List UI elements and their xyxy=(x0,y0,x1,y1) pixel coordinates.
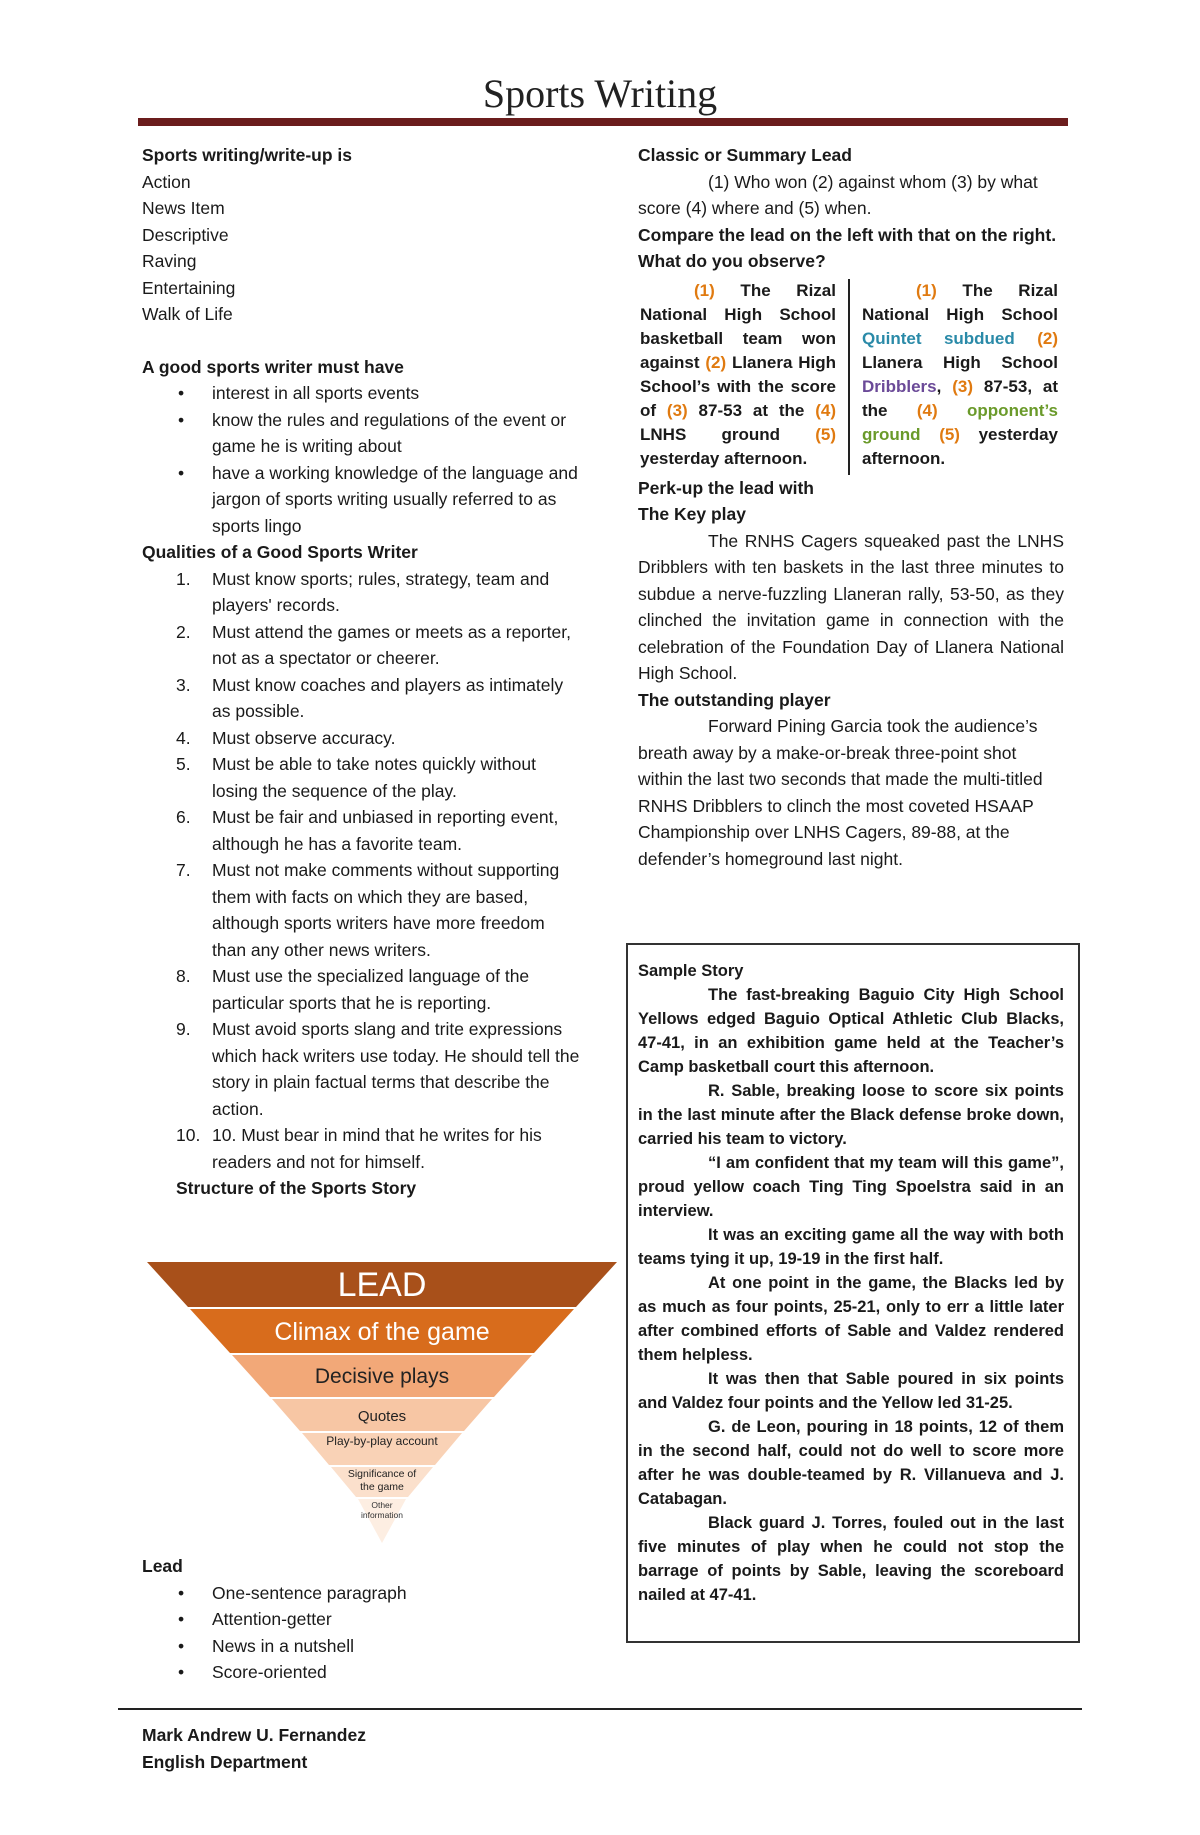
page-title: Sports Writing xyxy=(482,71,718,116)
lead-text: The Rizal National High School xyxy=(862,280,1058,324)
key-play-heading: The Key play xyxy=(638,504,746,524)
story-paragraph: R. Sable, breaking loose to score six points in the last minute after the Black defense broke down, carried his team to victory. xyxy=(638,1082,1064,1148)
list-item: Raving xyxy=(142,251,197,271)
author-name: Mark Andrew U. Fernandez xyxy=(142,1725,366,1745)
item-number: 5. xyxy=(176,754,191,774)
perk-heading: Perk-up the lead with xyxy=(638,477,814,498)
pyramid-label-quotes: Quotes xyxy=(357,1408,407,1425)
number-marker: (1) xyxy=(694,280,715,300)
outstanding-text: Forward Pining Garcia took the audience’s breath away by a make-or-break three-point shot within the last two seconds that made the multi-titled RNHS Dribblers to clinch the most coveted HSAAP Championship over LNHS Cagers, 89-88, at the defender’s homeground last night. xyxy=(638,716,1043,869)
item-text: Must be fair and unbiased in reporting event, although he has a favorite team. xyxy=(212,807,559,854)
left-column xyxy=(142,142,582,1202)
number-marker: (5) xyxy=(815,424,836,444)
list-item: • Score-oriented xyxy=(142,1659,582,1686)
comparison-left-lead xyxy=(640,279,836,471)
list-item xyxy=(142,804,582,857)
pyramid-label-climax: Climax of the game xyxy=(274,1318,490,1346)
list-item xyxy=(142,1122,582,1175)
item-number: 3. xyxy=(176,674,191,695)
item-number: 2. xyxy=(176,621,191,642)
list-item: • News in a nutshell xyxy=(142,1633,582,1660)
item-text: Must use the specialized language of the particular sports that he is reporting. xyxy=(212,966,530,1013)
must-have-heading: A good sports writer must have xyxy=(142,356,404,377)
right-column xyxy=(638,142,1064,872)
lead-text: yesterday afternoon. xyxy=(640,448,808,468)
item-text: Must avoid sports slang and trite expressions which hack writers use today. He should tell the story in plain factual terms that describe the action. xyxy=(212,1019,580,1119)
list-item: • have a working knowledge of the language and jargon of sports writing usually referred to as sports lingo xyxy=(142,460,582,540)
key-play-text: The RNHS Cagers squeaked past the LNHS Dribblers with ten baskets in the last three minutes to subdue a nerve-fuzzling Llaneran rally, 53-50, as they clinched the invitation game in connection with the celebration of the Foundation Day of Llanera National High School. xyxy=(638,530,1064,683)
list-item xyxy=(142,751,582,804)
highlight-word: opponent’s ground xyxy=(862,400,1058,444)
item-number: 7. xyxy=(176,860,191,880)
qualities-list xyxy=(142,566,582,1176)
item-text: Must know coaches and players as intimately as possible. xyxy=(212,674,564,721)
story-paragraph: At one point in the game, the Blacks led by as much as four points, 25-21, only to err a little later after combined efforts of Sable and Valdez rendered them helpless. xyxy=(638,1274,1064,1364)
must-have-list xyxy=(142,380,582,539)
pyramid-label-lead: LEAD xyxy=(337,1266,427,1304)
item-text: 10. Must bear in mind that he writes for his readers and not for himself. xyxy=(212,1125,542,1172)
item-number: 4. xyxy=(176,727,191,748)
list-item: • interest in all sports events xyxy=(142,380,582,407)
item-text: Must be able to take notes quickly without losing the sequence of the play. xyxy=(212,754,536,801)
lead-text: Llanera High School xyxy=(862,352,1058,372)
list-item: Action xyxy=(142,171,191,192)
department-name: English Department xyxy=(142,1752,308,1772)
story-paragraph: G. de Leon, pouring in 18 points, 12 of them in the second half, could not do well to score more after he was double-teamed by R. Villanueva and J. Catabagan. xyxy=(638,1418,1064,1508)
list-item: Entertaining xyxy=(142,277,236,298)
outstanding-heading: The outstanding player xyxy=(638,689,831,710)
lead-text: yesterday afternoon. xyxy=(862,424,1058,468)
story-paragraph: It was an exciting game all the way with both teams tying it up, 19-19 in the first half. xyxy=(638,1226,1064,1268)
lead-heading: Lead xyxy=(142,1556,183,1576)
item-number: 1. xyxy=(176,568,191,589)
structure-heading: Structure of the Sports Story xyxy=(176,1178,417,1198)
classic-lead-heading: Classic or Summary Lead xyxy=(638,145,852,165)
list-item xyxy=(142,672,582,725)
classic-lead-text: (1) Who won (2) against whom (3) by what score (4) where and (5) when. xyxy=(638,171,1038,218)
lead-text: 87-53, at the xyxy=(862,376,1059,420)
pyramid-label-decisive: Decisive plays xyxy=(314,1365,450,1388)
list-item xyxy=(142,1016,582,1122)
story-paragraph: It was then that Sable poured in six points and Valdez four points and the Yellow led 31-25. xyxy=(638,1370,1064,1412)
list-item: Walk of Life xyxy=(142,304,233,324)
lead-list xyxy=(142,1580,582,1686)
lead-section xyxy=(142,1553,582,1686)
item-number: 9. xyxy=(176,1019,191,1039)
pyramid-label-other: Other information xyxy=(360,1500,404,1520)
highlight-word: Dribblers xyxy=(862,376,937,396)
sample-story-heading: Sample Story xyxy=(638,962,744,980)
list-item: • Attention-getter xyxy=(142,1606,582,1633)
number-marker: (5) xyxy=(939,424,960,444)
number-marker: (3) xyxy=(952,376,973,396)
footer-divider xyxy=(118,1708,1082,1710)
story-paragraph: The fast-breaking Baguio City High School Yellows edged Baguio Optical Athletic Club Blacks, 47-41, in an exhibition game held at the Teacher’s Camp basketball court this afternoon. xyxy=(638,986,1064,1076)
number-marker: (1) xyxy=(916,280,937,300)
list-item: News Item xyxy=(142,198,225,218)
lead-text: 87-53 at the xyxy=(687,400,816,420)
compare-prompt: Compare the lead on the left with that on the right. What do you observe? xyxy=(638,224,1057,271)
number-marker: (4) xyxy=(815,400,836,420)
number-marker: (3) xyxy=(666,400,688,420)
list-item: • One-sentence paragraph xyxy=(142,1580,582,1607)
lead-text: Llanera High School’s with the score of xyxy=(640,352,836,420)
lead-text: The Rizal National High School basketball team won against xyxy=(640,280,836,372)
lead-text: LNHS ground xyxy=(640,424,816,444)
title-divider xyxy=(138,118,1068,126)
item-text: Must know sports; rules, strategy, team and players' records. xyxy=(212,568,550,615)
number-marker: (2) xyxy=(705,352,727,372)
list-item xyxy=(142,963,582,1016)
highlight-word: Quintet xyxy=(862,328,922,348)
lead-comparison xyxy=(638,279,1064,475)
story-paragraph: “I am confident that my team will this game”, proud yellow coach Ting Ting Spoelstra said in an interview. xyxy=(638,1154,1064,1220)
pyramid-label-play-by-play: Play-by-play account xyxy=(326,1434,438,1448)
number-marker: (4) xyxy=(916,400,938,420)
item-number: 6. xyxy=(176,807,191,827)
footer xyxy=(142,1722,366,1776)
item-text: Must attend the games or meets as a reporter, not as a spectator or cheerer. xyxy=(212,621,571,668)
list-item xyxy=(142,566,582,619)
sample-story-box xyxy=(626,943,1080,1643)
list-item: Descriptive xyxy=(142,224,229,245)
item-number: 8. xyxy=(176,966,191,986)
number-marker: (2) xyxy=(1037,328,1058,348)
writeup-heading: Sports writing/write-up is xyxy=(142,145,353,165)
item-text: Must observe accuracy. xyxy=(212,727,396,748)
list-item xyxy=(142,857,582,963)
list-item: • know the rules and regulations of the event or game he is writing about xyxy=(142,407,582,460)
item-number: 10. xyxy=(176,1125,201,1145)
pyramid-label-significance: Significance of the game xyxy=(347,1468,417,1493)
comparison-right-lead: (1) The Rizal National High School Quintet subdued (2) Llanera High School Dribblers, (3) 87-53, at the (4) opponent’s ground (5) yesterday afternoon. xyxy=(862,280,1059,468)
writeup-list xyxy=(142,169,582,328)
qualities-heading: Qualities of a Good Sports Writer xyxy=(142,542,418,562)
list-item xyxy=(142,619,582,672)
highlight-word: subdued xyxy=(943,328,1015,348)
item-text: Must not make comments without supporting them with facts on which they are based, although sports writers have more freedom than any other news writers. xyxy=(212,860,560,960)
list-item xyxy=(142,725,582,752)
story-paragraph: Black guard J. Torres, fouled out in the last five minutes of play when he could not stop the barrage of points by Sable, leaving the scoreboard nailed at 47-41. xyxy=(638,1514,1064,1604)
comparison-divider xyxy=(848,279,850,475)
story-structure-pyramid xyxy=(142,1257,622,1547)
